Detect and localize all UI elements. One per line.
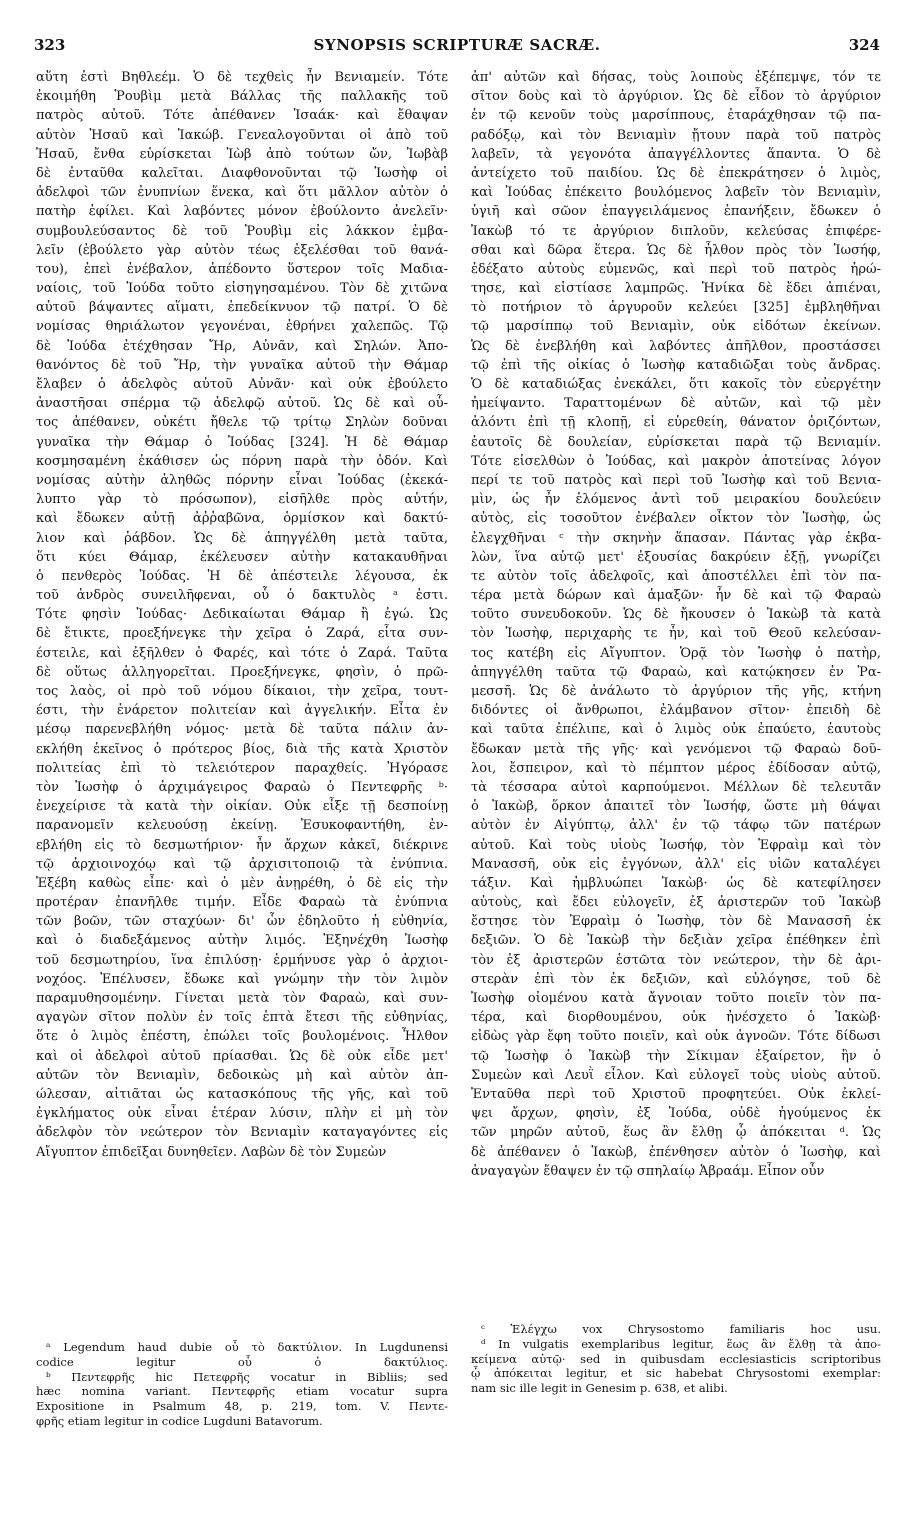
text-line: ἀλόντι ἐπὶ τῇ κλοπῇ, εἰ εὑρεθείη, θάνατον ὁριζόντων, [471,415,881,431]
text-line: Ὡς δὲ ἐνεβλήθη καὶ λαβόντες ἀπῆλθον, προστάσσει [471,338,881,354]
text-line: τὸν Ἰωσὴφ ὁ ἀρχιμάγειρος Φαραὼ ὁ Πεντεφρῆς ᵇ· [36,779,448,795]
text-line: ὁ Ἰακὼβ, ὅρκον ἀπαιτεῖ τὸν Ἰωσήφ, ὥστε μὴ θάψαι [471,799,881,815]
text-line: τοῦ δεσμωτηρίου, ἵνα ἐπιλύσῃ· ἑρμήνυσε γὰρ ὁ ἀρχιοι- [36,952,448,968]
footnote-line: ᵃ Legendum haud dubie οὗ τὸ δακτύλιον. In Lugdunensi [46,1340,448,1354]
text-line: πατρὸς αὐτοῦ. Τότε ἀπέθανεν Ἰσαάκ· καὶ ἔθαψαν [36,108,448,124]
footnote-line: κείμενα αὐτῷ· sed in quibusdam ecclesiasticis scriptoribus [471,1351,881,1366]
text-line: αὕτη ἐστὶ Βηθλεέμ. Ὁ δὲ τεχθεὶς ἦν Βενιαμείν. Τότε [36,70,448,85]
text-line: αὐτὸν ἐν Αἰγύπτῳ, ἀλλ' ἐν τῷ τάφῳ τῶν πατέρων [471,818,881,834]
text-line: τὰ τέσσαρα αὐτοὶ καρπούμενοι. Μέλλων δὲ τελευτᾶν [471,779,881,795]
text-line: Τότε φησὶν Ἰούδας· Δεδικαίωται Θάμαρ ἢ ἐγώ. Ὡς [36,607,448,623]
text-line: αὐτοῦ. Καὶ τοὺς υἱοὺς Ἰωσήφ, τὸν Ἐφραὶμ καὶ τὸν [471,837,881,853]
footnote-line: ᵈ In vulgatis exemplaribus legitur, ἕως ἂν ἔλθῃ τὰ ἀπο- [481,1336,881,1351]
left-text-column [36,68,448,1162]
text-line: τάξιν. Καὶ ἠμβλυώπει Ἰακὼβ· ὡς δὲ κατεφίλησεν [471,875,881,891]
text-line: τὸν ἐξ ἀριστερῶν ἑστῶτα τὸν νεώτερον, τὴν δὲ ἀρι- [471,952,881,968]
text-line: τῶν βοῶν, τῶν σταχύων· δι' ὧν ἐδηλοῦτο ἡ εὐθηνία, [36,914,448,930]
text-line: αὐτοὺς, καὶ ἔδει εὐλογεῖν, ἐξ ἀριστερῶν τοῦ Ἰακὼβ [471,895,881,911]
text-line: τῶν μηρῶν αὐτοῦ, ἕως ἂν ἔλθῃ ᾧ ἀπόκειται ᵈ. Ὡς [471,1125,881,1141]
text-line: ἐλεγχθῆναι ᶜ τὴν σκηνὴν ἅπασαν. Πάντας γὰρ ἐκβα- [471,530,881,546]
text-line: ἀδελφὸν τὸν νεώτερον τὸν Βενιαμὶν καταγαγόντες εἰς [36,1125,448,1141]
text-line: δεξιῶν. Ὁ δὲ Ἰακὼβ τὴν δεξιὰν χεῖρα ἐπέθηκεν ἐπὶ [471,933,881,949]
text-line: παραμυθησομένην. Γίνεται μετὰ τὸν Φαραὼ, καὶ συν- [36,991,448,1006]
text-line: έστι, τὴν ἐνάρετον πολιτείαν καὶ ἀγγελικήν. Εἶτα ἐν [36,703,448,719]
text-line: ἀναγαγὼν ἔθαψεν ἐν τῷ σπηλαίῳ Ἀβραάμ. Εἶπον οὖν [471,1163,825,1179]
text-line: καὶ ταῦτα ἐπέλιπε, καὶ ὁ λιμὸς οὐκ ἐπαύετο, ἑαυτοὺς [471,722,881,738]
text-line: τέρα, καὶ διορθουμένου, οὐκ ἠνέσχετο ὁ Ἰακὼβ· [471,1010,881,1026]
text-line: σθαι καὶ δῶρα ἕτερα. Ὡς δὲ ἦλθον πρὸς τὸν Ἰωσήφ, [471,242,881,258]
text-line: τος ἀπέθανεν, οὐκέτι ἤθελε τῷ τρίτῳ Σηλὼν δοῦναι [36,415,448,431]
text-line: Ἰωσὴφ οἰομένου κατὰ ἄγνοιαν τοῦτο ποιεῖν τὸν πα- [471,991,881,1006]
text-line: ἠμείψαντο. Ταραττομένων δὲ αὐτῶν, καὶ τῷ μὲν [471,396,881,412]
text-line: τῷ ἀρχιοινοχόῳ καὶ τῷ ἀρχισιτοποιῷ τὰ ἐνύπνια. [36,856,448,872]
text-line: λιον καὶ ῥάβδον. Ὡς δὲ ἀπηγγέλθη μετὰ ταῦτα, [36,530,448,546]
text-line: εἰδὼς γὰρ ἔφη τοῦτο ποιεῖν, καὶ οὐκ ἀγνοῶν. Τότε δίδωσι [471,1029,881,1045]
text-line: ἐν τῷ κενοῦν τοὺς μαρσίππους, ἐταράχθησαν τῷ πα- [471,108,881,124]
text-line: ἔδωκαν μετὰ τῆς γῆς· καὶ γενόμενοι τῷ Φαραὼ δοῦ- [471,741,881,757]
text-line: τε αὐτὸν τοῖς ἀδελφοῖς, καὶ ἀποστέλλει ἐπὶ τὸν πα- [471,568,881,584]
footnote-line: codice legitur οὗ ὁ δακτύλιος. [36,1354,448,1369]
text-line: γυναῖκα τὴν Θάμαρ ὁ Ἰούδας [324]. Ἡ δὲ Θάμαρ [36,434,448,450]
text-line: ἐγκλήματος οὐκ εἶναι ἑτέραν λύσιν, πλὴν εἰ μὴ τὸν [36,1106,448,1122]
text-line: καὶ οἱ ἀδελφοὶ αὐτοῦ πρίασθαι. Ὡς δὲ οὐκ εἶδε μετ' [36,1048,448,1064]
text-line: Ἰακὼβ τό τε ἀργύριον διπλοῦν, κελεύσας ἐπιφέρε- [471,223,881,239]
text-line: μὶν, ὡς ἦν ἑλόμενος ἀντὶ τοῦ μειρακίου δουλεύειν [471,492,881,508]
text-line: δὲ οὕτως ἀλληγορεῖται. Προεξήνεγκε, φησὶν, ὁ πρῶ- [36,664,448,680]
text-line: ἀπ' αὐτῶν καὶ δήσας, τοὺς λοιποὺς ἐξέπεμψε, τόν τε [471,70,881,85]
text-line: Τότε εἰσελθὼν ὁ Ἰούδας, καὶ μακρὸν ἀποτείνας λόγον [471,453,881,469]
running-header [34,36,880,60]
text-line: συμβουλεύσαντος δὲ τοῦ Ῥουβὶμ εἰς λάκκον ἐμβα- [36,223,448,239]
text-line: ὑγιῆ καὶ σῶον ἐπαγγειλάμενος ἐπανήξειν, ἔδωκεν ὁ [471,204,881,220]
text-line: ώλεσαν, αἰτιᾶται ὡς κατασκόπους τῆς γῆς, καὶ τοῦ [36,1086,448,1102]
text-line: τος κατέβη εἰς Αἴγυπτον. Ὁρᾷ τὸν Ἰωσὴφ ὁ πατὴρ, [471,645,881,661]
right-footnotes [471,1322,881,1396]
text-line: τὸν Ἰωσὴφ, περιχαρὴς τε ἦν, καὶ τοῦ Θεοῦ κελεύσαν- [471,626,881,642]
text-line: προτέραν ἐπανῆλθε τιμήν. Εἶδε Φαραὼ τὰ ἐνύπνια [36,895,448,911]
text-line: καὶ ἔδωκεν αὐτῇ ἀῤῥαβῶνα, ὁρμίσκον καὶ δακτύ- [36,511,448,527]
page-number-left: 323 [34,36,66,54]
text-line: ἀδελφοὶ τῶν ἐνυπνίων ἕνεκα, καὶ ὅτι μᾶλλον αὐτὸν ὁ [36,185,448,201]
text-line: καὶ Ἰούδας ἐπέκειτο βουλόμενος λαβεῖν τὸν Βενιαμὶν, [471,185,881,201]
text-line: ψει ἄρχων, φησὶν, ἐξ Ἰούδα, οὐδὲ ἡγούμενος ἐκ [471,1106,881,1122]
text-line: σῖτον δοὺς καὶ τὸ ἀργύριον. Ὡς δὲ εἶδον τὸ ἀργύριον [471,89,881,105]
footnote-line: ᶜ Ἐλέγχω vox Chrysostomo familiaris hoc usu. [481,1322,881,1336]
text-line: λοι, ἔσπειρον, καὶ τὸ πέμπτον μέρος ἐδίδοσαν αὐτῷ, [471,760,881,776]
text-line: δὲ ἀπέθανεν ὁ Ἰακὼβ, ἐπένθησεν αὐτὸν ὁ Ἰωσὴφ, καὶ [471,1144,881,1160]
text-line: τοῦτο συνευδοκοῦν. Ὡς δὲ ἤκουσεν ὁ Ἰακὼβ τὰ κατὰ [471,607,881,623]
running-title: SYNOPSIS SCRIPTURÆ SACRÆ. [313,36,601,54]
text-line: λαβεῖν, τὰ γεγονότα ἀπαγγέλλοντες ἅπαντα. Ὁ δὲ [471,146,881,162]
text-line: δὲ Ἰούδα ἐτέχθησαν Ἤρ, Αὐνᾶν, καὶ Σηλών. Ἀπο- [36,338,448,354]
text-line: Αἴγυπτον ἐπιδεῖξαι δυνηθεῖεν. Λαβὼν δὲ τὸν Συμεὼν [36,1144,387,1160]
text-line: θανόντος δὲ τοῦ Ἤρ, τὴν γυναῖκα αὐτοῦ τὴν Θάμαρ [36,357,448,373]
text-line: διδόντες οἱ ἄνθρωποι, ἐλάμβανον σῖτον· ἐπειδὴ δὲ [471,703,881,719]
text-line: δὲ ἔτικτε, προεξήνεγκε τὴν χεῖρα ὁ Ζαρά, εἶτα συν- [36,626,448,642]
text-line: Συμεὼν καὶ Λευῒ εἷλον. Καὶ εὐλογεῖ τοὺς υἱοὺς αὐτοῦ. [471,1067,881,1083]
page-number-right: 324 [848,36,880,54]
text-line: ἀντείχετο τοῦ παιδίου. Ὡς δὲ ἐπεκράτησεν ὁ λιμὸς, [471,165,881,181]
text-line: περί τε τοῦ πατρὸς καὶ περὶ τοῦ Ἰωσὴφ καὶ τοῦ Βενια- [471,472,881,488]
footnote-line: hæc nomina variant. Πεντεφρῆς etiam vocatur supra [36,1384,448,1399]
text-line: τῷ ἐπὶ τῆς οἰκίας ὁ Ἰωσὴφ καταδιῶξαι τοὺς ἄνδρας. [471,357,881,373]
text-line: Μανασσῆ, οὐκ εἰς ἐγγόνων, ἀλλ' εἰς υἱῶν καταλέγει [471,856,881,872]
text-line: στερὰν ἐπὶ τὸν ἐκ δεξιῶν, καὶ εὐλόγησε, τοῦ δὲ [471,971,881,987]
text-line: νομίσας αὐτὴν ἀληθῶς πόρνην εἶναι Ἰούδας (ἐκεκά- [36,472,448,488]
footnote-line: ᾧ ἀπόκειται legitur, et sic habebat Chrysostomi exemplar: [471,1366,881,1381]
text-line: τοῦ ἀνδρὸς συνειλῆφεναι, οὗ ὁ δακτυλὸς ᵃ ἐστι. [36,588,448,604]
text-line: πολιτείας ἐπὶ τὸ τελειότερον παραχθείς. Ἠγόρασε [36,760,448,776]
text-line: τησε, καὶ εἱστίασε λαμπρῶς. Ἡνίκα δὲ ἔδει ἀπιέναι, [471,281,881,297]
footnote-line: nam sic ille legit in Genesim p. 638, et alibi. [471,1381,728,1396]
text-line: νομίσας θηριάλωτον γεγονέναι, ἐθρήνει χαλεπῶς. Τῷ [36,319,448,335]
text-line: εβλήθη εἰς τὸ δεσμωτήριον· ἦν ἄρχων κἀκεῖ, διέκρινε [36,837,448,853]
text-line: λυπτο γὰρ τὸ πρόσωπον), εἰσῆλθε πρὸς αὐτήν, [36,492,448,508]
text-line: καὶ ὁ διαδεξάμενος αὐτὴν λιμός. Ἐξηνέχθη Ἰωσὴφ [36,933,448,949]
text-line: μέσῳ παρενεβλήθη νόμος· μετὰ δὲ ταῦτα πάλιν ἀν- [36,722,448,738]
text-line: τῷ μαρσίππῳ τοῦ Βενιαμὶν, οὐκ εἰδότων ἐκείνων. [471,319,881,335]
text-line: αὐτοῦ βάψαντες αἵματι, ἐπεδείκνυον τῷ πατρί. Ὁ δὲ [36,300,448,316]
text-line: αὐτὸς, εἰς τοσοῦτον ἐνέβαλεν οἶκτον τὸν Ἰωσὴφ, ὡς [471,511,881,527]
footnote-line: ᵇ Πεντεφρῆς hic Πετεφρῆς vocatur in Bibliis; sed [46,1369,448,1384]
text-line: Ἐνταῦθα περὶ τοῦ Χριστοῦ προφητεύει. Οὐκ ἐκλεί- [471,1086,881,1102]
text-line: έστειλε, καὶ ἐξῆλθεν ὁ Φαρές, καὶ τότε ὁ Ζαρά. Ταῦτα [36,645,448,661]
text-line: ραδόξῳ, καὶ τὸν Βενιαμὶν ᾔτουν παρὰ τοῦ πατρὸς [471,127,881,143]
text-line: ὅτε ὁ λιμὸς ἐπέστη, ἐπώλει τοῖς βουλομένοις. Ἦλθον [36,1029,448,1045]
text-line: ἑαυτοῖς δὲ δουλείαν, εὑρίσκεται παρὰ τῷ Βενιαμίν. [471,434,881,450]
text-line: Ἠσαῦ, ἔνθα εὑρίσκεται Ἰὼβ ἀπὸ τούτων ὤν, Ἰωβὰβ [36,146,448,162]
text-line: τέρα μετὰ δώρων καὶ ἁμαξῶν· ἦν δὲ καὶ τῷ Φαραὼ [471,588,881,604]
text-line: εκλήθη ἐκεῖνος ὁ πρότερος βίος, διὰ τῆς κατὰ Χριστὸν [36,741,448,757]
text-line: ἔστησε τὸν Ἐφραὶμ ὁ Ἰωσὴφ, τὸν δὲ Μανασσῆ ἐκ [471,914,881,930]
right-text-column [471,68,881,1181]
text-line: αγαγὼν σῖτον πολὺν ἐν τοῖς ἑπτὰ ἔτεσι τῆς εὐθηνίας, [36,1010,448,1026]
text-line: λὼν, ἵνα αὐτῷ μετ' ἐξουσίας δακρύειν ἐξῇ, γνωρίζει [471,549,881,565]
text-line: ὁ πενθερὸς Ἰούδας. Ἡ δὲ ἀπέστειλε λέγουσα, ἐκ [36,568,448,584]
text-line: ναίοις, τοῦ Ἰούδα τοῦτο εἰσηγησαμένου. Τὸν δὲ χιτῶνα [36,281,448,297]
text-line: τῷ Ἰωσὴφ ὁ Ἰακὼβ τὴν Σίκιμαν ἐξαίρετον, ἣν ὁ [471,1048,881,1064]
text-line: κοσμησαμένη ἐκάθισεν ὡς πόρνη παρὰ τὴν ὁδόν. Καὶ [36,453,448,469]
text-line: ἀναστῆσαι σπέρμα τῷ ἀδελφῷ αὐτοῦ. Ὡς δὲ καὶ οὗ- [36,396,448,412]
text-line: ὅτι κύει Θάμαρ, ἐκέλευσεν αὐτὴν κατακαυθῆναι [36,549,448,565]
text-line: ἔλαβεν ὁ ἀδελφὸς αὐτοῦ Αὐνᾶν· καὶ οὐκ ἐβούλετο [36,377,448,392]
text-line: του), ἐπεὶ ἐνέβαλον, ἀπέδοντο ὕστερον τοῖς Μαδια- [36,261,448,277]
text-line: ἀπηγγέλθη ταῦτα τῷ Φαραὼ, καὶ κατῴκησεν ἐν Ῥα- [471,664,881,680]
text-line: δὲ ἐνταῦθα καλεῖται. Διαφθονοῦνται τῷ Ἰωσὴφ οἱ [36,165,448,181]
footnote-line: Expositione in Psalmum 48, p. 219, tom. V. Πεντε- [36,1399,448,1414]
text-line: τὸ ποτήριον τὸ ἀργυροῦν κελεύει [325] ἐμβληθῆναι [471,300,881,316]
text-line: ἐκοιμήθη Ῥουβὶμ μετὰ Βάλλας τῆς παλλακῆς τοῦ [36,89,448,105]
text-line: Ὁ δὲ καταδιώξας ἐνεκάλει, ὅτι κακοῖς τὸν εὐεργέτην [471,377,881,392]
left-footnotes [36,1340,448,1429]
text-line: μεσσῆ. Ὡς δὲ ἀνάλωτο τὸ ἀργύριον τῆς γῆς, κτήνη [471,684,881,699]
text-line: πατὴρ ἐφίλει. Καὶ λαβόντες μόνον ἐβούλοντο ἀνελεῖν· [36,204,448,220]
text-line: Ἐξέβη καθὼς εἶπε· καὶ ὁ μὲν ἀνῃρέθη, ὁ δὲ εἰς τὴν [36,875,448,891]
text-line: αὐτῶν τὸν Βενιαμὶν, δεδοικὼς μὴ καὶ αὐτὸν ἀπ- [36,1067,448,1083]
footnote-line: φρῆς etiam legitur in codice Lugduni Batavorum. [36,1413,323,1428]
text-line: ἐνεχείρισε τὰ κατὰ τὴν οἰκίαν. Οὐκ εἶξε τῇ δεσποίνῃ [36,799,448,815]
text-line: λεῖν (ἐβούλετο γὰρ αὐτὸν τέως ἐξελέσθαι τοῦ θανά- [36,242,448,258]
text-line: ἐδέξατο αὐτοὺς εὐμενῶς, καὶ περὶ τοῦ πατρὸς ἠρώ- [471,261,881,277]
text-line: τος λαὸς, οἱ πρὸ τοῦ νόμου δίκαιοι, τὴν χεῖρα, τουτ- [36,684,448,699]
text-line: νοχόος. Ἐπέλυσεν, ἔδωκε καὶ γνώμην τὴν τὸν λιμὸν [36,971,448,987]
text-line: αὐτὸν Ἠσαῦ καὶ Ἰακώβ. Γενεαλογοῦνται οἱ ἀπὸ τοῦ [36,127,448,143]
text-line: παρανομεῖν κελευούσῃ ἐκείνῃ. Ἐσυκοφαντήθη, ἐν- [36,818,448,834]
